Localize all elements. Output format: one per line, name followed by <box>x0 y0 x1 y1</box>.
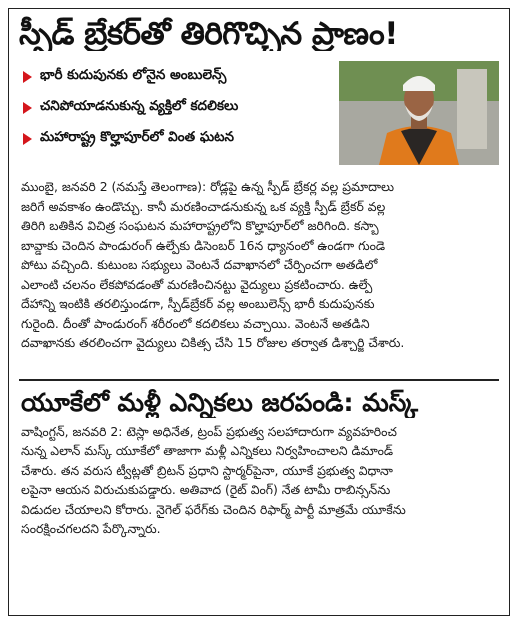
bullet-item <box>23 98 238 117</box>
man-photo <box>339 61 499 165</box>
story1-headline: స్పీడ్ బ్రేకర్‌తో తిరిగొచ్చిన ప్రాణం! <box>19 16 398 52</box>
story1-bullets <box>23 61 238 171</box>
story2-body: వాషింగ్టన్, జనవరి 2: టెస్లా అధినేత, ట్రంప్ ప్రభుత్వ సలహాదారుగా వ్యవహరించ నున్న ఎలాన్ మస్క్ యూకేలో తాజాగా మళ్లీ ఎన్నికలు నిర్వహించాలని డిమాండ్ చేశారు. తన వరుస ట్వీట్లతో బ్రిటన్ ప్రధాని స్టార్మర్‌పైనా, యూకే ప్రభుత్వ విధానా లపైనా ఆయన విరుచుకుపడ్డారు. అతివాద (రైట్ వింగ్) నేత టామీ రాబిన్సన్‌ను విడుదల చేయాలని కోరారు. నైగెల్ ఫరేగ్‌కు చెందిన రిఫార్మ్ పార్టీ మాత్రమే యూకేను సంరక్షించగలదని పేర్కొన్నారు. <box>21 423 406 537</box>
triangle-bullet-icon <box>23 102 32 114</box>
bullet-text: భారీ కుదుపునకు లోనైన అంబులెన్స్ <box>40 67 227 84</box>
newspaper-clipping <box>8 8 510 616</box>
triangle-bullet-icon <box>23 71 32 83</box>
triangle-bullet-icon <box>23 133 32 145</box>
bullet-item <box>23 129 238 148</box>
bullet-text: మహారాష్ట్ర కొల్హాపూర్‌లో వింత ఘటన <box>40 129 235 146</box>
man-photo-illustration <box>339 61 499 165</box>
bullet-text: చనిపోయాడనుకున్న వ్యక్తిలో కదలికలు <box>40 98 239 115</box>
story1-body: ముంబై, జనవరి 2 (నమస్తే తెలంగాణ): రోడ్లపై ఉన్న స్పీడ్ బ్రేకర్ల వల్ల ప్రమాదాలు జరిగే అవకాశం ఉండొచ్చు. కానీ మరణించాడనుకున్న ఒక వ్యక్తి స్పీడ్ బ్రేకర్ వల్ల తిరిగి బతికిన విచిత్ర సంఘటన మహారాష్ట్రలోని కొల్హాపూర్‌లో జరిగింది. కస్బా బావ్డాకు చెందిన పాండురంగ్ ఉల్పేకు డిసెంబర్ 16న ధ్యానంలో ఉండగా గుండె పోటు వచ్చింది. కుటుంబ సభ్యులు వెంటనే దవాఖానలో చేర్పించగా అతడిలో ఎలాంటి చలనం లేకపోవడంతో మరణించినట్టు వైద్యులు ప్రకటించారు. ఉల్పే దేహాన్ని ఇంటికి తరలిస్తుండగా, స్పీడ్‌బ్రేకర్ వల్ల అంబులెన్స్ భారీ కుదుపునకు గురైంది. దీంతో పాండురంగ్ శరీరంలో కదలికలు వచ్చాయి. వెంటనే అతడిని దవాఖానకు తరలించగా వైద్యులు చికిత్స చేసి 15 రోజుల తర్వాత డిశ్చార్జి చేశారు. <box>21 179 405 351</box>
story1-top-row <box>9 51 509 171</box>
bullet-item <box>23 67 238 86</box>
story2-headline: యూకేలో మళ్లీ ఎన్నికలు జరపండి: మస్క్ <box>21 388 418 418</box>
